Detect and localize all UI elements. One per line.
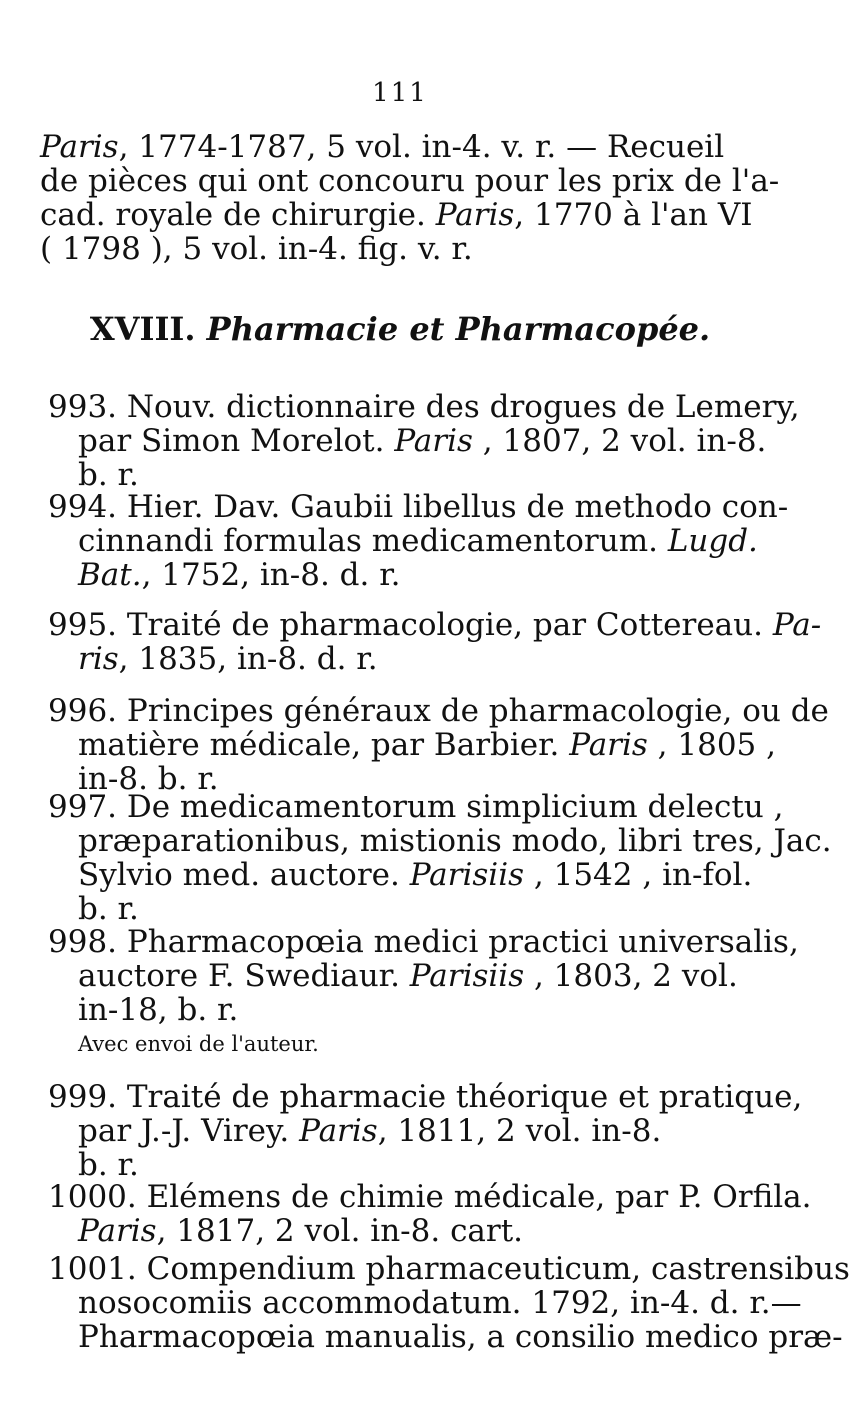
- text-run: par J.-J. Virey.: [78, 1113, 300, 1149]
- text-run: 994. Hier. Dav. Gaubii libellus de methodo con-: [48, 489, 789, 525]
- text-run: , 1835, in-8. d. r.: [118, 641, 378, 677]
- text-run: Pharmacopœia manualis, a consilio medico præ-: [78, 1319, 843, 1355]
- text-run: , 1811, 2 vol. in-8.: [377, 1113, 662, 1149]
- text-run: 999. Traité de pharmacie théorique et pratique,: [48, 1079, 803, 1115]
- text-run: in-18, b. r.: [78, 992, 239, 1028]
- entry-line: [48, 727, 776, 763]
- section-heading: [0, 310, 800, 348]
- entry-line: [48, 1214, 770, 1248]
- italic-text: Lugd.: [667, 523, 758, 559]
- italic-text: Paris: [78, 1213, 157, 1249]
- entry-line: [48, 1114, 770, 1148]
- catalog-entry: [48, 1079, 803, 1183]
- intro-line: [40, 130, 770, 164]
- text-run: , 1817, 2 vol. in-8. cart.: [156, 1213, 524, 1249]
- entry-line: [48, 458, 770, 492]
- intro-line: [40, 232, 770, 266]
- entry-line: [48, 858, 770, 892]
- italic-text: Pa-: [772, 607, 822, 643]
- text-run: in-8. b. r.: [78, 761, 219, 797]
- catalog-entry: [48, 924, 799, 1057]
- entry-line: [48, 489, 789, 525]
- page-number: 111: [372, 78, 428, 108]
- catalog-entry: [48, 607, 822, 677]
- entry-line: [48, 1148, 770, 1182]
- text-run: 995. Traité de pharmacologie, par Cottereau.: [48, 607, 773, 643]
- italic-text: Paris: [569, 727, 648, 763]
- text-run: b. r.: [78, 1147, 139, 1183]
- entry-line: [48, 1251, 850, 1287]
- text-run: , 1805 ,: [647, 727, 776, 763]
- entry-line: [48, 524, 770, 558]
- intro-line: [40, 163, 780, 199]
- entry-line: [48, 823, 832, 859]
- italic-text: Parisiis: [409, 958, 525, 994]
- italic-text: Paris: [40, 129, 119, 165]
- catalog-entry: [48, 1179, 812, 1249]
- entry-line: [48, 642, 770, 676]
- entry-line: [48, 1179, 812, 1215]
- entry-line: [48, 424, 770, 458]
- section-title: Pharmacie et Pharmacopée.: [206, 310, 711, 348]
- catalog-entry: [48, 1251, 850, 1355]
- entry-line: [48, 558, 770, 592]
- text-run: , 1752, in-8. d. r.: [141, 557, 401, 593]
- text-run: 1000. Elémens de chimie médicale, par P. Orfila.: [48, 1179, 812, 1215]
- text-run: nosocomiis accommodatum. 1792, in-4. d. r.—: [78, 1285, 802, 1321]
- text-run: 997. De medicamentorum simplicium delectu ,: [48, 789, 784, 825]
- text-run: de pièces qui ont concouru pour les prix de l'a-: [40, 163, 780, 199]
- entry-line: [48, 892, 770, 926]
- text-run: , 1774-1787, 5 vol. in-4. v. r. — Recueil: [118, 129, 725, 165]
- text-run: matière médicale, par Barbier.: [78, 727, 570, 763]
- section-number: XVIII.: [89, 310, 196, 348]
- entry-note: Avec envoi de l'auteur.: [78, 1032, 319, 1056]
- italic-text: Paris: [435, 197, 515, 233]
- text-run: 996. Principes généraux de pharmacologie, ou de: [48, 693, 829, 729]
- italic-text: Parisiis: [409, 857, 525, 893]
- text-run: b. r.: [78, 457, 139, 493]
- text-run: cad. royale de chirurgie.: [40, 197, 436, 233]
- italic-text: Bat.: [78, 557, 142, 593]
- text-run: par Simon Morelot.: [78, 423, 395, 459]
- italic-text: Paris: [299, 1113, 378, 1149]
- catalog-entry: [48, 789, 832, 927]
- text-run: 993. Nouv. dictionnaire des drogues de Lemery,: [48, 389, 800, 425]
- entry-line: [48, 693, 829, 729]
- text-run: b. r.: [78, 891, 139, 927]
- text-run: , 1807, 2 vol. in-8.: [472, 423, 767, 459]
- catalog-entry: [48, 693, 829, 797]
- entry-line: [48, 389, 800, 425]
- italic-text: ris: [78, 641, 119, 677]
- text-run: præparationibus, mistionis modo, libri tres, Jac.: [78, 823, 832, 859]
- intro-continuation: [40, 129, 780, 267]
- text-run: auctore F. Swediaur.: [78, 958, 410, 994]
- entry-line: [48, 1285, 802, 1321]
- catalog-entry: [48, 489, 789, 593]
- intro-line: [40, 198, 770, 232]
- entry-line: [48, 959, 770, 993]
- text-run: , 1770 à l'an VI: [514, 197, 753, 233]
- text-run: , 1803, 2 vol.: [524, 958, 738, 994]
- text-run: 1001. Compendium pharmaceuticum, castrensibus: [48, 1251, 850, 1287]
- entry-line: [48, 1079, 803, 1115]
- entry-line: [48, 607, 822, 643]
- entry-line: [48, 993, 770, 1027]
- entry-line: [48, 924, 799, 960]
- catalog-entry: [48, 389, 800, 493]
- entry-line: [48, 789, 784, 825]
- entry-line: [48, 1319, 843, 1355]
- text-run: , 1542 , in-fol.: [524, 857, 753, 893]
- text-run: ( 1798 ), 5 vol. in-4. fig. v. r.: [40, 231, 473, 267]
- text-run: 998. Pharmacopœia medici practici universalis,: [48, 924, 799, 960]
- text-run: Sylvio med. auctore.: [78, 857, 410, 893]
- italic-text: Paris: [394, 423, 473, 459]
- text-run: cinnandi formulas medicamentorum.: [78, 523, 668, 559]
